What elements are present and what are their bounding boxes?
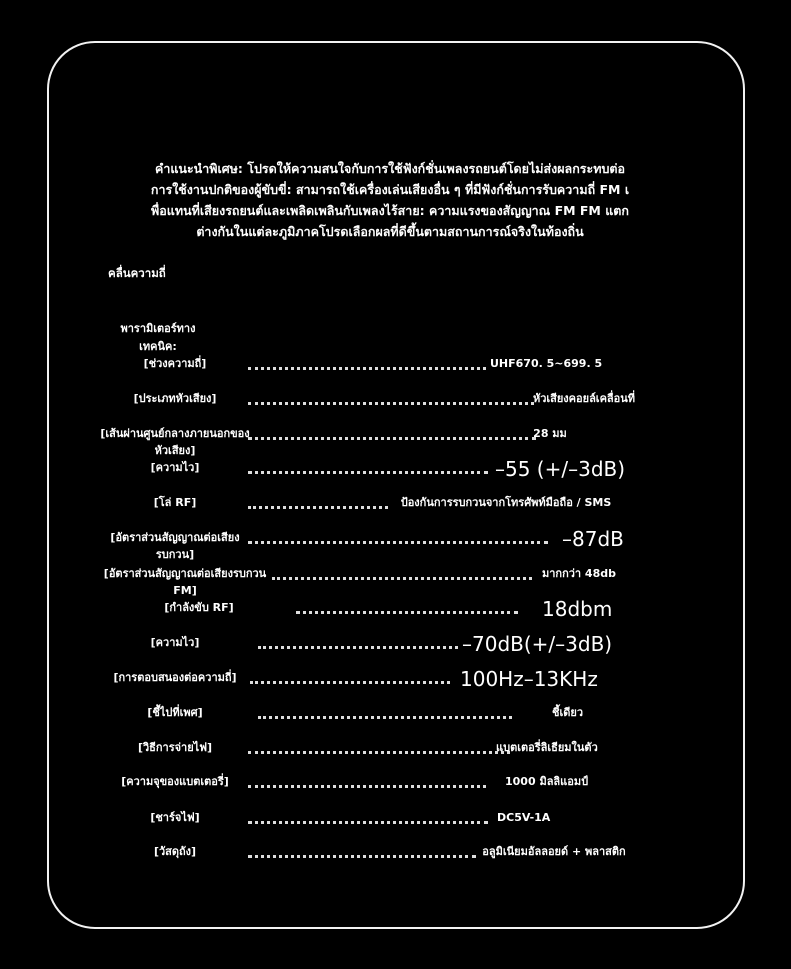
spec-value: 100Hz–13KHz [460, 667, 598, 691]
spec-label: [โล่ RF] [153, 496, 197, 509]
specs-heading: พารามิเตอร์ทางเทคนิค: [120, 322, 196, 353]
spec-label: [กำลังขับ RF] [164, 601, 234, 614]
notice-line: คำแนะนำพิเศษ: โปรดให้ความสนใจกับการใช้ฟังก์ชั่นเพลงรถยนต์โดยไม่ส่งผลกระทบต่อ [154, 161, 626, 176]
spec-label: [วัสดุถัง] [153, 845, 197, 858]
dotted-leader [248, 815, 488, 824]
spec-label: [การตอบสนองต่อความถี่] [113, 671, 237, 684]
spec-label: [ความไว] [150, 636, 200, 649]
spec-value: มากกว่า 48db [542, 567, 616, 580]
spec-label: [เส้นผ่านศูนย์กลางภายนอกของหัวเสียง] [100, 427, 250, 457]
section-title: คลื่นความถี่ [108, 266, 166, 280]
spec-label: [วิธีการจ่ายไฟ] [137, 741, 213, 754]
spec-value: 28 มม [533, 427, 567, 440]
spec-label: [ชาร์จไฟ] [150, 811, 200, 824]
notice-line: ต่างกันในแต่ละภูมิภาคโปรดเลือกผลที่ดีขึ้นตามสถานการณ์จริงในท้องถิ่น [196, 224, 584, 239]
dotted-leader [250, 675, 450, 684]
dotted-leader [296, 605, 518, 614]
dotted-leader [248, 431, 536, 440]
spec-value: ป้องกันการรบกวนจากโทรศัพท์มือถือ / SMS [400, 496, 612, 509]
spec-value: แบตเตอรี่ลิเธียมในตัว [496, 741, 598, 754]
spec-label: [ช่วงความถี่] [143, 357, 207, 370]
spec-value: DC5V-1A [497, 811, 551, 824]
spec-value: อลูมิเนียมอัลลอยด์ + พลาสติก [482, 845, 626, 858]
spec-value: หัวเสียงคอยล์เคลื่อนที่ [532, 392, 636, 405]
spec-value: ชี้เดียว [552, 706, 583, 719]
dotted-leader [248, 849, 476, 858]
notice-line: การใช้งานปกติของผู้ขับขี่: สามารถใช้เครื่องเล่นเสียงอื่น ๆ ที่มีฟังก์ชั่นการรับความถี่ FM เ [150, 182, 630, 197]
dotted-leader [248, 745, 510, 754]
spec-value: UHF670. 5~699. 5 [490, 357, 603, 370]
spec-label: [ความไว] [150, 461, 200, 474]
spec-value: 18dbm [542, 597, 613, 621]
notice-line: พื่อแทนที่เสียงรถยนต์และเพลิดเพลินกับเพลงไร้สาย: ความแรงของสัญญาณ FM FM แตก [151, 203, 629, 218]
dotted-leader [248, 361, 486, 370]
spec-value: –87dB [562, 527, 624, 551]
spec-value: –70dB(+/–3dB) [462, 632, 613, 656]
dotted-leader [258, 710, 512, 719]
spec-label: [ประเภทหัวเสียง] [133, 392, 217, 405]
spec-label: [อัตราส่วนสัญญาณต่อเสียงรบกวน FM] [103, 567, 267, 597]
dotted-leader [248, 396, 534, 405]
spec-label: [อัตราส่วนสัญญาณต่อเสียงรบกวน] [110, 531, 240, 561]
dotted-leader [272, 571, 532, 580]
spec-value: 1000 มิลลิแอมป์ [505, 775, 589, 788]
spec-label: [ความจุของแบตเตอรี่] [121, 775, 229, 788]
dotted-leader [248, 465, 488, 474]
spec-value: –55 (+/–3dB) [495, 457, 626, 481]
dotted-leader [248, 535, 548, 544]
spec-label: [ชี้ไปที่เพศ] [147, 706, 203, 719]
dotted-leader [248, 779, 486, 788]
dotted-leader [258, 640, 458, 649]
dotted-leader [248, 500, 388, 509]
special-notice [105, 158, 675, 242]
